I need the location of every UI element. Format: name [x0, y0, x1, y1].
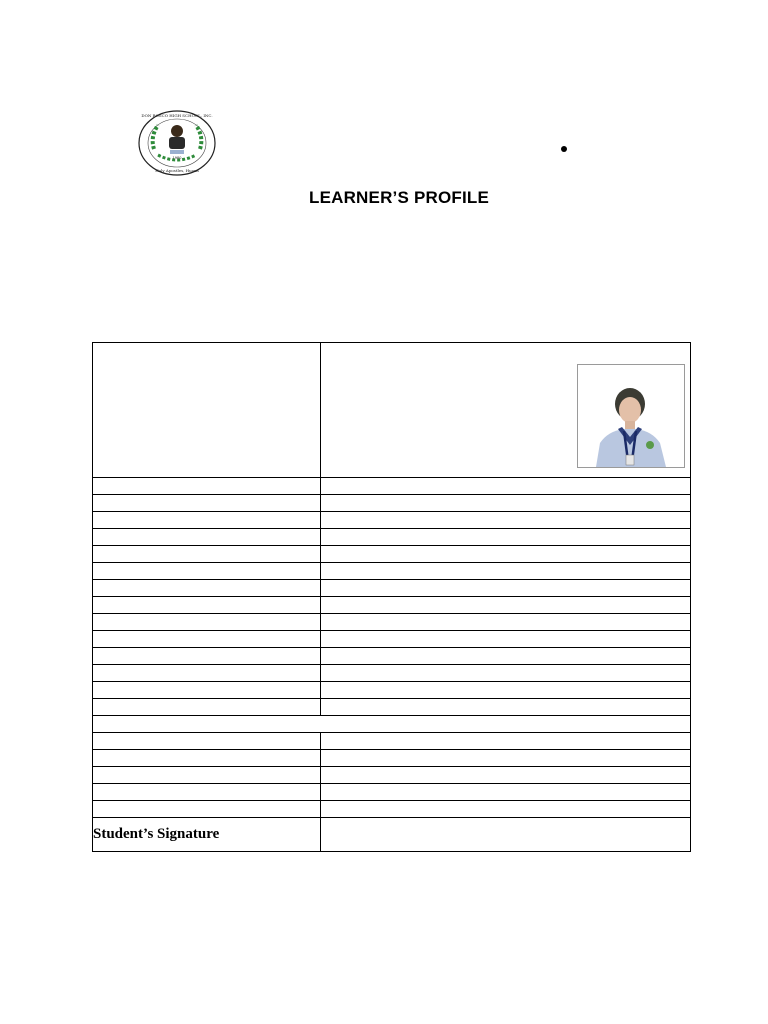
photo-cell: [321, 343, 691, 478]
table-row: [93, 495, 691, 512]
table-row: [93, 614, 691, 631]
section-row: [93, 716, 691, 733]
page-title: LEARNER’S PROFILE: [308, 188, 490, 207]
field-value-cell-0[interactable]: [321, 478, 691, 495]
section-cell[interactable]: [93, 716, 691, 733]
field-label-cell-13[interactable]: [93, 699, 321, 716]
field-label-cell-9[interactable]: [93, 631, 321, 648]
student-photo: [577, 364, 685, 468]
field-label-cell-2[interactable]: [93, 512, 321, 529]
field-label-cell-6[interactable]: [93, 580, 321, 597]
field-value-cell-11[interactable]: [321, 665, 691, 682]
field-label-cell-7[interactable]: [93, 597, 321, 614]
student-photo-icon: [578, 365, 684, 467]
field-label-cell-11[interactable]: [93, 665, 321, 682]
signature-field[interactable]: [321, 818, 691, 852]
extra-field-value-cell-3[interactable]: [321, 784, 691, 801]
extra-field-value-cell-4[interactable]: [321, 801, 691, 818]
field-label-cell-1[interactable]: [93, 495, 321, 512]
field-value-cell-3[interactable]: [321, 529, 691, 546]
field-value-cell-9[interactable]: [321, 631, 691, 648]
table-row: [93, 580, 691, 597]
extra-field-label-cell-0[interactable]: [93, 733, 321, 750]
field-label-cell-8[interactable]: [93, 614, 321, 631]
photo-row: [93, 343, 691, 478]
table-row: [93, 529, 691, 546]
field-label-cell-12[interactable]: [93, 682, 321, 699]
signature-row: [93, 818, 691, 852]
table-row: [93, 801, 691, 818]
table-row: [93, 733, 691, 750]
field-value-cell-8[interactable]: [321, 614, 691, 631]
table-row: [93, 767, 691, 784]
extra-field-label-cell-4[interactable]: [93, 801, 321, 818]
field-label-cell-5[interactable]: [93, 563, 321, 580]
field-value-cell-4[interactable]: [321, 546, 691, 563]
field-label-cell-0[interactable]: [93, 478, 321, 495]
extra-field-label-cell-3[interactable]: [93, 784, 321, 801]
bullet-mark: [561, 146, 567, 152]
field-value-cell-7[interactable]: [321, 597, 691, 614]
svg-text:DON BOSCO HIGH SCHOOL, INC.: DON BOSCO HIGH SCHOOL, INC.: [141, 113, 213, 118]
field-value-cell-2[interactable]: [321, 512, 691, 529]
signature-label: Student’s Signature: [93, 818, 321, 852]
field-value-cell-5[interactable]: [321, 563, 691, 580]
svg-text:1980: 1980: [172, 156, 182, 160]
extra-field-label-cell-2[interactable]: [93, 767, 321, 784]
table-row: [93, 546, 691, 563]
extra-field-value-cell-1[interactable]: [321, 750, 691, 767]
table-row: [93, 563, 691, 580]
table-row: [93, 750, 691, 767]
extra-field-label-cell-1[interactable]: [93, 750, 321, 767]
field-value-cell-13[interactable]: [321, 699, 691, 716]
photo-label-cell[interactable]: [93, 343, 321, 478]
field-value-cell-6[interactable]: [321, 580, 691, 597]
table-row: [93, 699, 691, 716]
table-row: [93, 784, 691, 801]
svg-text:Holy Apostles, Huaxa: Holy Apostles, Huaxa: [155, 168, 199, 173]
table-row: [93, 478, 691, 495]
table-row: [93, 682, 691, 699]
table-row: [93, 648, 691, 665]
table-row: [93, 512, 691, 529]
school-seal-logo: [136, 109, 218, 177]
field-label-cell-10[interactable]: [93, 648, 321, 665]
field-value-cell-10[interactable]: [321, 648, 691, 665]
field-label-cell-3[interactable]: [93, 529, 321, 546]
field-value-cell-12[interactable]: [321, 682, 691, 699]
extra-field-value-cell-0[interactable]: [321, 733, 691, 750]
extra-field-value-cell-2[interactable]: [321, 767, 691, 784]
field-value-cell-1[interactable]: [321, 495, 691, 512]
table-row: [93, 665, 691, 682]
profile-table: [92, 342, 691, 852]
field-label-cell-4[interactable]: [93, 546, 321, 563]
table-row: [93, 631, 691, 648]
table-row: [93, 597, 691, 614]
